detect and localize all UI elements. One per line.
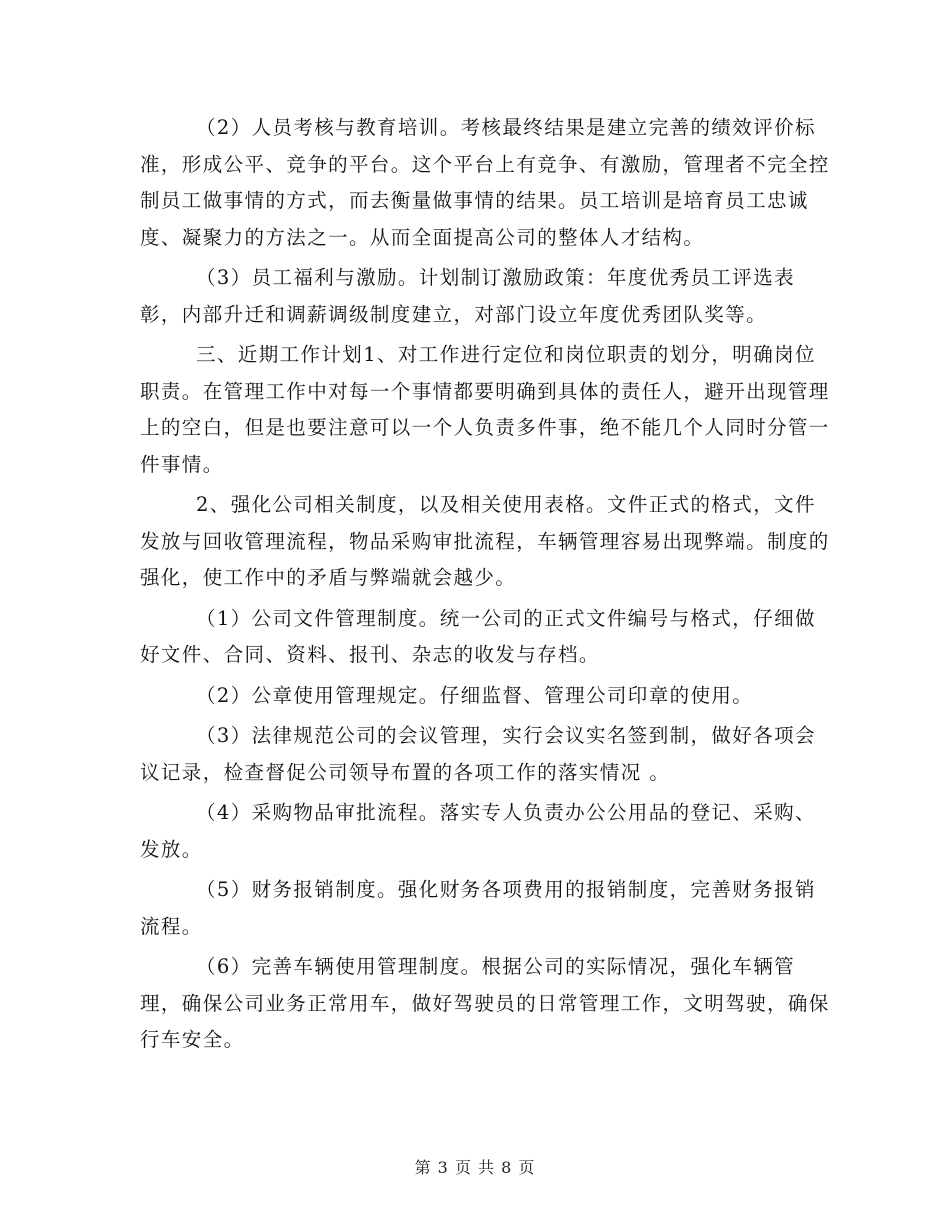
paragraph-finance-reimbursement: （5）财务报销制度。强化财务各项费用的报销制度，完善财务报销流程。 <box>140 878 816 938</box>
paragraph-company-rules: 2、强化公司相关制度，以及相关使用表格。文件正式的格式，文件发放与回收管理流程，物品采购审批流程，车辆管理容易出现弊端。制度的强化，使工作中的矛盾与弊端就会越少。 <box>140 493 830 589</box>
paragraph-vehicle-management: （6）完善车辆使用管理制度。根据公司的实际情况，强化车辆管理，确保公司业务正常用车，做好驾驶员的日常管理工作，文明驾驶，确保行车安全。 <box>140 955 830 1051</box>
paragraph-work-plan: 三、近期工作计划1、对工作进行定位和岗位职责的划分，明确岗位职责。在管理工作中对每一个事情都要明确到具体的责任人，避开出现管理上的空白，但是也要注意可以一个人负责多件事，绝不能几个人同时分管一件事情。 <box>140 343 830 476</box>
paragraph-procurement-process: （4）采购物品审批流程。落实专人负责办公公用品的登记、采购、发放。 <box>140 801 816 861</box>
page-footer: 第 3 页 共 8 页 <box>414 1158 536 1177</box>
document-body <box>140 110 830 1063</box>
paragraph-staff-assessment: （2）人员考核与教育培训。考核最终结果是建立完善的绩效评价标准，形成公平、竞争的平台。这个平台上有竞争、有激励，管理者不完全控制员工做事情的方式，而去衡量做事情的结果。员工培训是培育员工忠诚度、凝聚力的方法之一。从而全面提高公司的整体人才结构。 <box>140 116 830 249</box>
paragraph-seal-usage: （2）公章使用管理规定。仔细监督、管理公司印章的使用。 <box>196 683 754 707</box>
paragraph-document-management: （1）公司文件管理制度。统一公司的正式文件编号与格式，仔细做好文件、合同、资料、报刊、杂志的收发与存档。 <box>140 606 816 666</box>
paragraph-meeting-management: （3）法律规范公司的会议管理，实行会议实名签到制，做好各项会议记录，检查督促公司领导布置的各项工作的落实情况 。 <box>140 724 816 784</box>
paragraph-staff-welfare: （3）员工福利与激励。计划制订激励政策：年度优秀员工评选表彰，内部升迁和调薪调级制度建立，对部门设立年度优秀团队奖等。 <box>140 266 796 326</box>
